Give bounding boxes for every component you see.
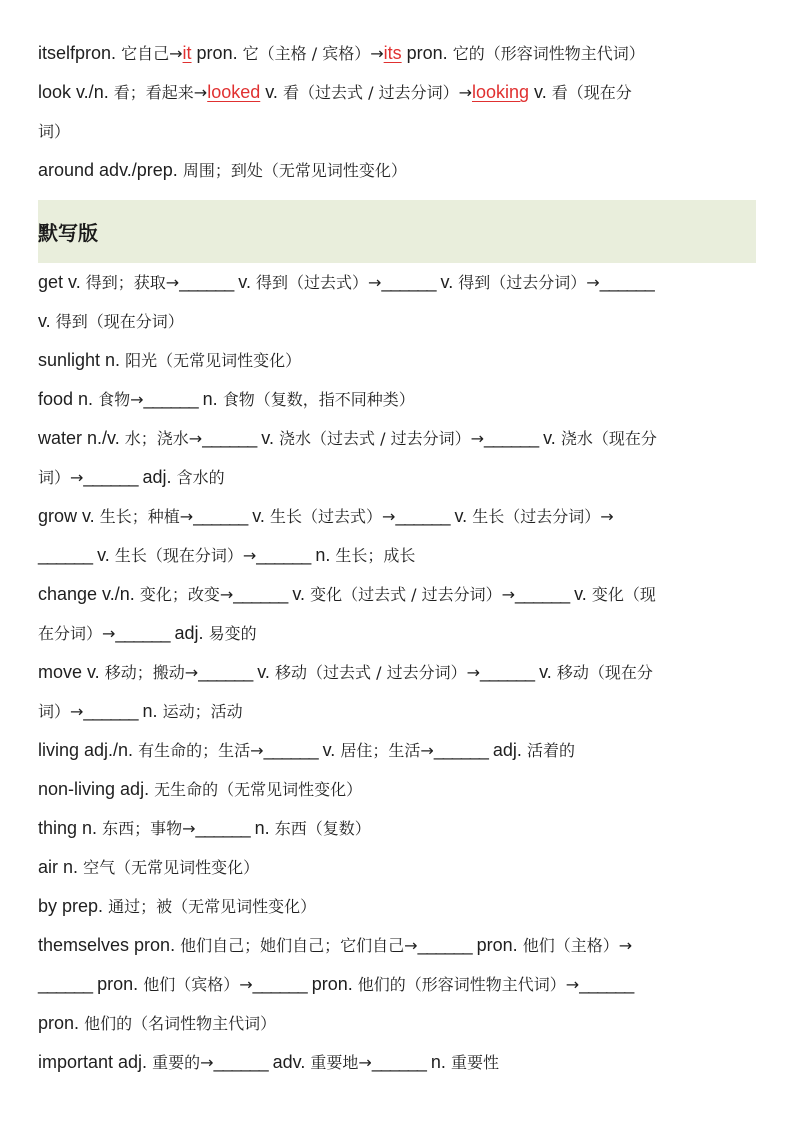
part-of-speech: pron. <box>471 935 518 955</box>
fill-in-blank: ______ <box>143 389 198 409</box>
vocab-word: look v./n. <box>38 82 109 102</box>
dictation-line <box>38 926 756 965</box>
fill-in-blank: ______ <box>371 1052 426 1072</box>
part-of-speech: pron. <box>191 43 238 63</box>
vocab-word: water n./v. <box>38 428 120 448</box>
chinese-meaning: 易变的 <box>203 624 257 643</box>
chinese-meaning: 得到（现在分词） <box>50 312 184 331</box>
chinese-meaning: 生长（过去式）→ <box>264 507 396 526</box>
chinese-meaning: 重要的→ <box>147 1053 214 1072</box>
chinese-meaning: 东西（复数） <box>269 819 371 838</box>
chinese-meaning: 他们的（形容词性物主代词）→ <box>352 975 580 994</box>
chinese-meaning: 周围；到处（无常见词性变化） <box>177 161 407 180</box>
fill-in-blank: ______ <box>263 740 318 760</box>
part-of-speech: adj. <box>137 467 172 487</box>
dictation-line <box>38 419 756 458</box>
fill-in-blank: ______ <box>417 935 472 955</box>
dictation-line <box>38 653 756 692</box>
section-header <box>38 200 756 263</box>
vocab-word: itselfpron. <box>38 43 117 63</box>
chinese-meaning: 看（过去式 / 过去分词）→ <box>277 83 472 102</box>
part-of-speech: v. <box>260 82 278 102</box>
fill-in-blank: ______ <box>256 545 311 565</box>
vocab-word: change v./n. <box>38 584 135 604</box>
fill-in-blank: ______ <box>83 467 138 487</box>
chinese-meaning: 重要性 <box>445 1053 500 1072</box>
review-line <box>38 151 756 190</box>
review-line <box>38 73 756 112</box>
review-line <box>38 34 756 73</box>
dictation-line <box>38 575 756 614</box>
vocab-word: food n. <box>38 389 94 409</box>
chinese-meaning: 生长（过去分词）→ <box>467 507 614 526</box>
chinese-meaning: 移动（现在分 <box>551 663 653 682</box>
part-of-speech: v. <box>256 428 274 448</box>
part-of-speech: v. <box>317 740 336 760</box>
part-of-speech: pron. <box>401 43 448 63</box>
chinese-meaning: 浇水（现在分 <box>555 429 657 448</box>
part-of-speech: v. <box>569 584 587 604</box>
chinese-meaning: 他们（宾格）→ <box>138 975 253 994</box>
part-of-speech: n. <box>249 818 270 838</box>
chinese-meaning: 有生命的；生活→ <box>133 741 264 760</box>
vocab-word: thing n. <box>38 818 98 838</box>
chinese-meaning: 居住；生活→ <box>335 741 434 760</box>
fill-in-blank: ______ <box>480 662 535 682</box>
dictation-line <box>38 263 756 302</box>
chinese-meaning: 得到（过去分词）→ <box>453 273 600 292</box>
dictation-line <box>38 497 756 536</box>
chinese-meaning: 看；看起来→ <box>108 83 208 102</box>
chinese-meaning: 通过；被（无常见词性变化） <box>103 897 317 916</box>
chinese-meaning: 它的（形容词性物主代词） <box>447 44 645 63</box>
fill-in-blank: ______ <box>381 272 436 292</box>
vocab-word: get v. <box>38 272 81 292</box>
dictation-line <box>38 536 756 575</box>
fill-in-blank: ______ <box>233 584 288 604</box>
answer-word: looking <box>471 82 530 102</box>
dictation-line <box>38 887 756 926</box>
part-of-speech: v. <box>529 82 547 102</box>
answer-section <box>38 34 756 190</box>
fill-in-blank: ______ <box>193 506 248 526</box>
chinese-meaning: 看（现在分 <box>546 83 632 102</box>
part-of-speech: pron. <box>306 974 353 994</box>
part-of-speech: v. <box>247 506 265 526</box>
chinese-meaning: 空气（无常见词性变化） <box>78 858 260 877</box>
chinese-meaning: 生长（现在分词）→ <box>109 546 257 565</box>
chinese-meaning: 东西；事物→ <box>97 819 196 838</box>
fill-in-blank: ______ <box>395 506 450 526</box>
fill-in-blank: ______ <box>115 623 170 643</box>
part-of-speech: v. <box>538 428 556 448</box>
part-of-speech: v. <box>38 311 51 331</box>
dictation-line <box>38 380 756 419</box>
chinese-meaning: 变化；改变→ <box>134 585 234 604</box>
chinese-meaning: 无生命的（无常见词性变化） <box>149 780 363 799</box>
chinese-meaning: 他们的（名词性物主代词） <box>79 1014 277 1033</box>
dictation-line <box>38 302 756 341</box>
dictation-line <box>38 965 756 1004</box>
vocab-word: themselves pron. <box>38 935 176 955</box>
vocab-word: sunlight n. <box>38 350 121 370</box>
fill-in-blank: ______ <box>579 974 634 994</box>
chinese-meaning: 含水的 <box>171 468 225 487</box>
dictation-line <box>38 731 756 770</box>
chinese-meaning: 得到（过去式）→ <box>250 273 382 292</box>
part-of-speech: n. <box>310 545 331 565</box>
fill-in-blank: ______ <box>484 428 539 448</box>
dictation-line <box>38 770 756 809</box>
document-content <box>38 34 756 1082</box>
part-of-speech: v. <box>534 662 552 682</box>
dictation-line <box>38 458 756 497</box>
dictation-line <box>38 614 756 653</box>
dictation-line <box>38 692 756 731</box>
chinese-meaning: 变化（现 <box>586 585 656 604</box>
chinese-meaning: 阳光（无常见词性变化） <box>120 351 302 370</box>
part-of-speech: v. <box>287 584 305 604</box>
vocab-word: move v. <box>38 662 100 682</box>
part-of-speech: n. <box>137 701 158 721</box>
chinese-meaning: 移动；搬动→ <box>99 663 199 682</box>
vocab-word: non-living adj. <box>38 779 150 799</box>
part-of-speech: v. <box>252 662 270 682</box>
chinese-meaning: 得到；获取→ <box>80 273 180 292</box>
part-of-speech: n. <box>425 1052 446 1072</box>
chinese-meaning: 重要地→ <box>305 1053 372 1072</box>
chinese-meaning: 生长；成长 <box>330 546 416 565</box>
fill-in-blank: ______ <box>252 974 307 994</box>
chinese-meaning: 运动；活动 <box>157 702 243 721</box>
part-of-speech: adj. <box>487 740 522 760</box>
dictation-line <box>38 341 756 380</box>
answer-word: looked <box>207 82 261 102</box>
fill-in-blank: ______ <box>213 1052 268 1072</box>
chinese-meaning: 移动（过去式 / 过去分词）→ <box>269 663 480 682</box>
chinese-meaning: 生长；种植→ <box>94 507 194 526</box>
dictation-line <box>38 1004 756 1043</box>
part-of-speech: n. <box>197 389 218 409</box>
fill-in-blank: ______ <box>433 740 488 760</box>
dictation-line <box>38 1043 756 1082</box>
fill-in-blank: ______ <box>195 818 250 838</box>
answer-word: it <box>182 43 192 63</box>
fill-in-blank: ______ <box>38 545 93 565</box>
chinese-meaning: 活着的 <box>521 741 576 760</box>
part-of-speech: v. <box>435 272 454 292</box>
chinese-meaning: 他们自己；她们自己；它们自己→ <box>175 936 418 955</box>
chinese-meaning: 它（主格 / 宾格）→ <box>237 44 384 63</box>
dictation-section <box>38 263 756 1082</box>
chinese-meaning: 词）→ <box>38 468 84 487</box>
chinese-meaning: 他们（主格）→ <box>517 936 633 955</box>
vocab-word: by prep. <box>38 896 104 916</box>
chinese-meaning: 词） <box>38 122 71 141</box>
part-of-speech: v. <box>92 545 110 565</box>
part-of-speech: adv. <box>267 1052 306 1072</box>
chinese-meaning: 变化（过去式 / 过去分词）→ <box>304 585 516 604</box>
vocab-word: living adj./n. <box>38 740 134 760</box>
vocab-word: important adj. <box>38 1052 148 1072</box>
part-of-speech: v. <box>449 506 468 526</box>
vocab-word: grow v. <box>38 506 95 526</box>
fill-in-blank: ______ <box>515 584 570 604</box>
part-of-speech: pron. <box>38 1013 80 1033</box>
chinese-meaning: 词）→ <box>38 702 84 721</box>
fill-in-blank: ______ <box>83 701 138 721</box>
answer-word: its <box>383 43 402 63</box>
review-line <box>38 112 756 151</box>
dictation-line <box>38 809 756 848</box>
fill-in-blank: ______ <box>38 974 93 994</box>
dictation-line <box>38 848 756 887</box>
fill-in-blank: ______ <box>179 272 234 292</box>
vocab-word: around adv./prep. <box>38 160 178 180</box>
chinese-meaning: 它自己→ <box>116 44 183 63</box>
chinese-meaning: 在分词）→ <box>38 624 116 643</box>
vocab-word: air n. <box>38 857 79 877</box>
chinese-meaning: 浇水（过去式 / 过去分词）→ <box>273 429 485 448</box>
chinese-meaning: 水；浇水→ <box>119 429 203 448</box>
fill-in-blank: ______ <box>599 272 654 292</box>
fill-in-blank: ______ <box>198 662 253 682</box>
chinese-meaning: 食物（复数，指不同种类） <box>217 390 415 409</box>
part-of-speech: pron. <box>92 974 139 994</box>
chinese-meaning: 食物→ <box>93 390 144 409</box>
part-of-speech: v. <box>233 272 251 292</box>
fill-in-blank: ______ <box>202 428 257 448</box>
part-of-speech: adj. <box>169 623 204 643</box>
section-title: 默写版 <box>38 221 98 245</box>
